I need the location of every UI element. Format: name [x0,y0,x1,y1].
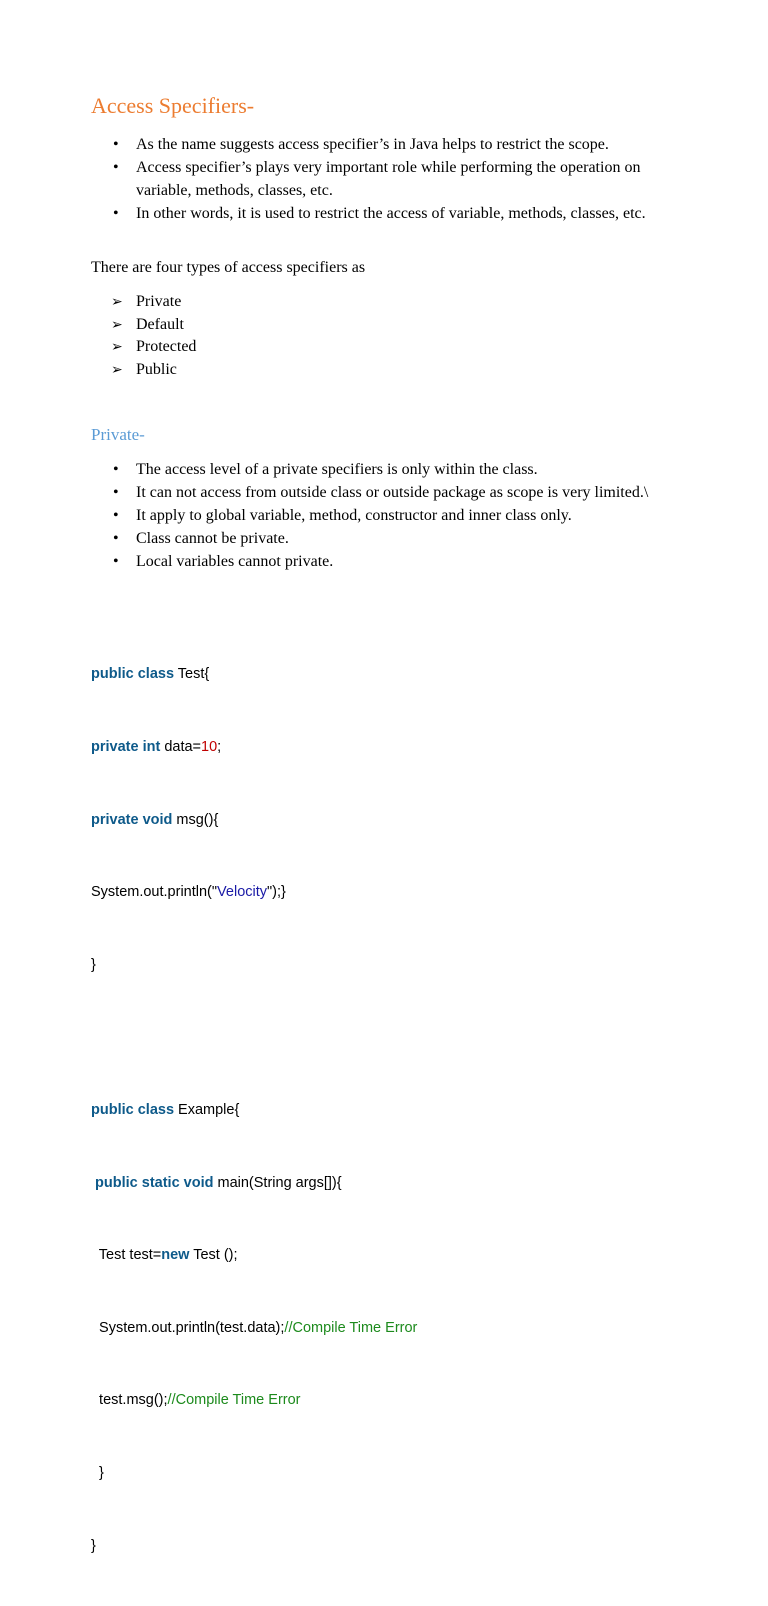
code-comment: //Compile Time Error [167,1392,301,1409]
code-line: } [91,1537,96,1554]
list-item: • In other words, it is used to restrict the access of variable, methods, classes, etc. [0,202,676,225]
code-keyword: new [161,1247,190,1264]
code-text: Example{ [174,1101,240,1118]
code-line [91,1243,417,1267]
private-bullet-list [0,458,676,573]
types-intro-text: There are four types of access specifiers as [91,259,366,276]
code-number: 10 [201,739,218,755]
list-item: • The access level of a private specifiers is only within the class. [0,458,676,481]
code-text: ");} [267,884,286,901]
private-heading: Private- [91,425,145,444]
code-line [91,1388,417,1412]
code-comment: //Compile Time Error [284,1319,418,1336]
code-keyword: private int [91,739,161,755]
list-item: ➢ Protected [0,336,196,359]
code-keyword: private void [91,811,173,828]
code-text: Test{ [174,666,210,683]
code-string: Velocity [217,884,268,901]
list-item: ➢ Private [0,291,196,314]
code-line [91,1098,417,1122]
code-blank-line [91,1025,417,1049]
code-line: } [91,1464,104,1481]
list-item: ➢ Public [0,359,196,382]
code-text: main(String args[]){ [213,1174,342,1191]
code-text: ; [217,739,222,755]
code-block [91,614,417,1606]
code-text: Test test= [91,1247,162,1264]
code-text: test.msg(); [91,1392,168,1409]
list-item: ➢ Default [0,314,196,337]
code-text: data= [160,739,202,755]
intro-bullet-list [0,133,676,225]
code-line [91,1316,417,1340]
code-keyword: public static void [95,1174,214,1191]
code-line [91,880,417,904]
list-item: • Local variables cannot private. [0,550,676,573]
code-line [91,808,417,832]
list-item: • As the name suggests access specifier’s in Java helps to restrict the scope. [0,133,676,156]
code-keyword: public class [91,1101,175,1118]
code-line [91,1171,417,1195]
code-line: } [91,956,96,973]
code-text: System.out.println(test.data); [91,1319,285,1336]
code-text: msg(){ [172,811,219,828]
code-line [91,735,417,759]
code-keyword: public class [91,666,175,683]
list-item: • Class cannot be private. [0,527,676,550]
code-text: System.out.println(" [91,884,218,901]
types-list [0,291,196,381]
list-item: • Access specifier’s plays very important role while performing the operation on variable, methods, classes, etc. [0,156,676,202]
list-item: • It apply to global variable, method, constructor and inner class only. [0,504,676,527]
code-line [91,662,417,686]
code-text: Test (); [189,1247,238,1264]
list-item: • It can not access from outside class or outside package as scope is very limited.\ [0,481,676,504]
page-title: Access Specifiers- [91,93,255,118]
